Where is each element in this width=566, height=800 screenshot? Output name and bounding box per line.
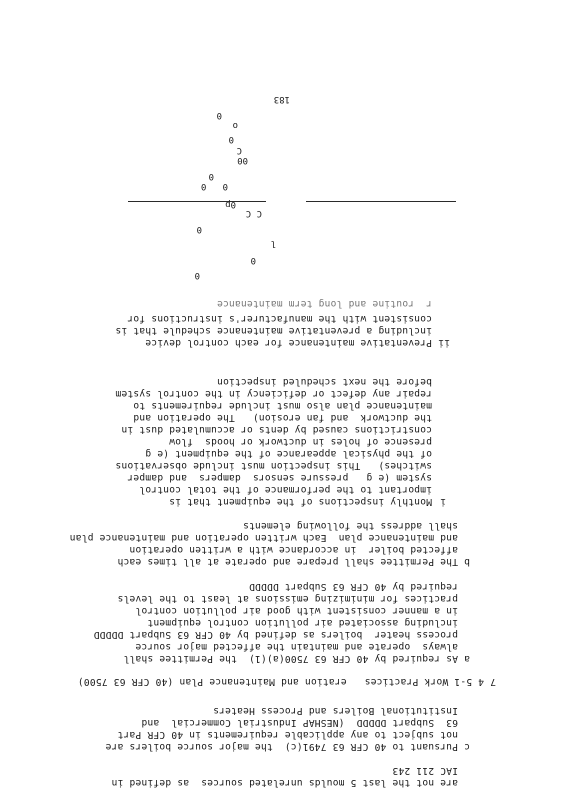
- item-c-line-4: Institutional Boilers and Process Heaters: [212, 705, 458, 716]
- stray-mark-13: 0: [216, 110, 222, 120]
- item-a-line-2: always operate and maintain the affected major source: [135, 641, 458, 652]
- item-i-line-2: important to the performance of the total control: [139, 484, 432, 495]
- stray-mark-12: o: [232, 120, 238, 130]
- item-i-line-7: constrictions caused by dents or accumulated dust in: [121, 424, 432, 435]
- item-i-line-5: of the physical appearance of the equipment (e g: [145, 448, 432, 459]
- fragment-line: r routine and long term maintenance: [216, 298, 432, 309]
- stray-mark-2: 0: [250, 255, 256, 265]
- item-ii-line-1: Preventative maintenance for each control device: [145, 337, 432, 348]
- item-a-line-6: practices for minimizing emissions at least to the levels: [117, 593, 458, 604]
- item-c-marker: c: [464, 741, 470, 752]
- stray-mark-4: 0: [196, 224, 202, 234]
- section-heading: 7 4 5-1 Work Practices eration and Maintenance Plan (40 CFR 63 7500): [77, 676, 496, 687]
- item-i-line-6: presence of holes in ductwork or hoods flow: [169, 436, 432, 447]
- item-i-line-9: maintenance plan also must include requirements to: [133, 400, 432, 411]
- item-i-marker: i: [440, 496, 446, 507]
- item-b-line-2: affected boiler in accordance with a written operation: [129, 544, 458, 555]
- stray-mark-6: 0p: [225, 199, 236, 209]
- stray-mark-1: 0: [194, 270, 200, 280]
- item-b-line-4: shall address the following elements: [242, 520, 458, 531]
- item-c-line-1: Pursuant to 40 CFR 63 7491(c) the major source boilers are: [105, 741, 458, 752]
- item-c-line-2: not subject to any applicable requirements in 40 CFR Part: [117, 729, 458, 740]
- item-a-line-4: including associated air pollution control equipment: [147, 617, 458, 628]
- stray-mark-11: 0: [228, 134, 234, 144]
- stray-mark-7: 0 0: [200, 181, 228, 191]
- item-ii-marker: ii: [438, 337, 450, 348]
- item-i-line-3: system (e g pressure sensors dampers and damper: [127, 472, 432, 483]
- item-a-line-3: process heater boilers as defined by 40 CFR 63 Subpart DDDDD: [93, 629, 458, 640]
- horizontal-rule-right: [128, 201, 266, 202]
- intro-line-2: IAC 211 243: [392, 765, 458, 776]
- horizontal-rule-left: [306, 201, 456, 202]
- stray-mark-5: C C: [245, 208, 262, 218]
- stray-mark-14: 183: [273, 94, 290, 104]
- item-i-line-10: repair any defect or deficiency in the control system: [115, 388, 432, 399]
- item-ii-line-2: including a preventative maintenance schedule that is: [115, 325, 432, 336]
- item-i-line-11: before the next scheduled inspection: [216, 376, 432, 387]
- item-b-line-3: and maintenance plan Each written operation and maintenance plan: [69, 532, 458, 543]
- item-a-line-1: As required by 40 CFR 63 7500(a)(1) the Permittee shall: [123, 653, 458, 664]
- item-a-line-7: required by 40 CFR 63 Subpart DDDDD: [248, 581, 458, 592]
- stray-mark-8: 0: [208, 171, 214, 181]
- item-a-marker: a: [464, 653, 470, 664]
- item-c-line-3: 63 Subpart DDDDD (NESHAP Industrial Commercial and: [141, 717, 458, 728]
- intro-line-1: are not the last 5 moulds unrelated sources as defined in: [111, 777, 458, 788]
- item-i-line-8: the ductwork and fan erosion) The operation and: [133, 412, 432, 423]
- stray-mark-9: 00: [237, 155, 248, 165]
- item-i-line-4: switches) This inspection must include observations: [115, 460, 432, 471]
- item-i-line-1: Monthly inspections of the equipment that is: [169, 496, 432, 507]
- item-a-line-5: in a manner consistent with good air pollution control: [135, 605, 458, 616]
- item-ii-line-3: consistent with the manufacturer's instructions for: [127, 313, 432, 324]
- item-b-marker: b: [464, 556, 470, 567]
- stray-mark-3: l: [270, 238, 276, 248]
- item-b-line-1: The Permittee shall prepare and operate at all times each: [117, 556, 458, 567]
- stray-mark-10: C: [236, 145, 242, 155]
